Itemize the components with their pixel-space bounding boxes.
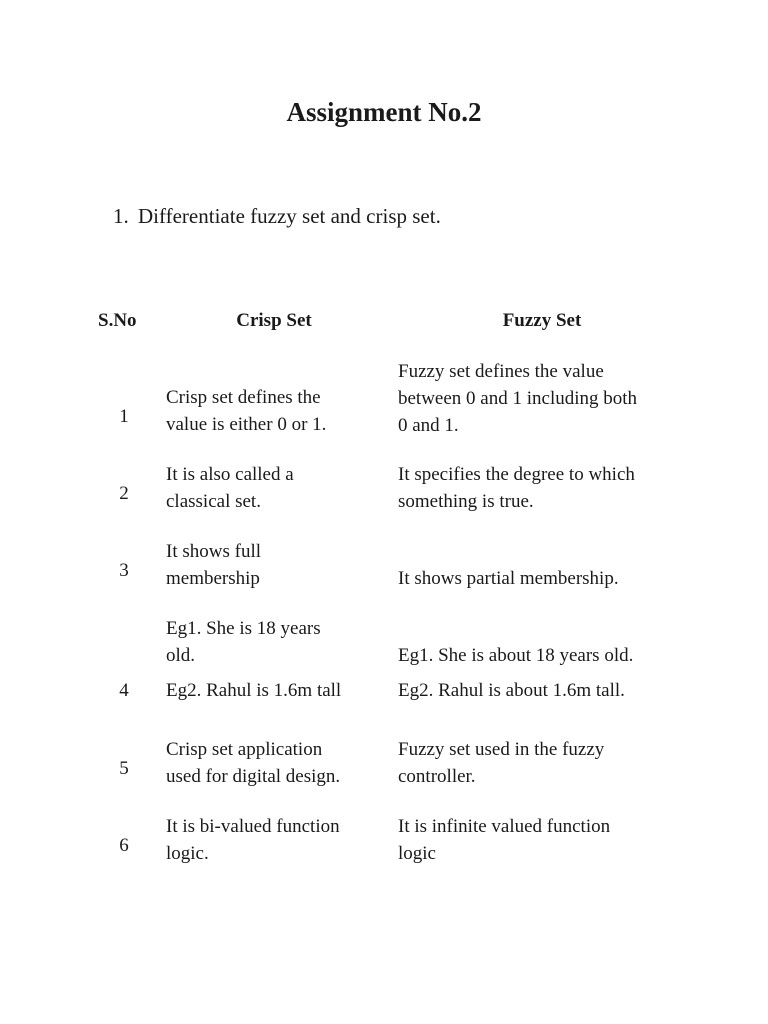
row-4-fuzzy: [398, 642, 698, 704]
row-4-sno: 4: [119, 680, 129, 701]
row-6-crisp-line: logic.: [166, 843, 209, 864]
row-6-fuzzy: [398, 813, 698, 867]
row-2-crisp: [166, 461, 386, 515]
row-3-fuzzy-line: It shows partial membership.: [398, 568, 619, 589]
row-6-fuzzy-line: logic: [398, 843, 436, 864]
row-1-fuzzy: [398, 358, 698, 439]
row-2-crisp-line: classical set.: [166, 491, 261, 512]
row-5-sno: 5: [119, 758, 129, 779]
row-2-fuzzy: [398, 461, 698, 515]
row-4-fuzzy-line: Eg2. Rahul is about 1.6m tall.: [398, 680, 625, 701]
row-3-crisp-line: It shows full: [166, 541, 261, 562]
header-fuzzy-set: Fuzzy Set: [502, 310, 582, 331]
row-1-crisp-line: Crisp set defines the: [166, 387, 321, 408]
row-1-crisp: [166, 384, 386, 438]
row-2-fuzzy-line: It specifies the degree to which: [398, 464, 635, 485]
row-3-fuzzy: [398, 565, 698, 592]
row-3-crisp: [166, 538, 386, 592]
header-crisp-set: Crisp Set: [236, 310, 312, 331]
row-4-crisp-line: Eg1. She is 18 years: [166, 618, 321, 639]
row-5-crisp: [166, 736, 386, 790]
row-4-fuzzy-line: Eg1. She is about 18 years old.: [398, 645, 634, 666]
row-1-sno: 1: [119, 406, 129, 427]
row-1-fuzzy-line: 0 and 1.: [398, 415, 459, 436]
row-2-fuzzy-line: something is true.: [398, 491, 534, 512]
row-6-crisp: [166, 813, 386, 867]
row-2-sno: 2: [119, 483, 129, 504]
row-6-fuzzy-line: It is infinite valued function: [398, 816, 611, 837]
row-1-crisp-line: value is either 0 or 1.: [166, 414, 327, 435]
row-6-crisp-line: It is bi-valued function: [166, 816, 340, 837]
row-6-sno: 6: [119, 835, 129, 856]
row-5-crisp-line: used for digital design.: [166, 766, 341, 787]
row-5-fuzzy: [398, 736, 698, 790]
row-5-crisp-line: Crisp set application: [166, 739, 323, 760]
row-4-crisp-line: old.: [166, 645, 196, 666]
row-1-fuzzy-line: between 0 and 1 including both: [398, 388, 638, 409]
question: [113, 201, 441, 231]
row-3-sno: 3: [119, 560, 129, 581]
row-2-crisp-line: It is also called a: [166, 464, 294, 485]
page-title: Assignment No.2: [286, 97, 482, 127]
header-sno: S.No: [98, 310, 137, 331]
question-number: 1.: [113, 204, 129, 228]
row-1-fuzzy-line: Fuzzy set defines the value: [398, 361, 604, 382]
row-5-fuzzy-line: Fuzzy set used in the fuzzy: [398, 739, 605, 760]
row-3-crisp-line: membership: [166, 568, 260, 589]
row-5-fuzzy-line: controller.: [398, 766, 476, 787]
row-4-crisp-line: Eg2. Rahul is 1.6m tall: [166, 680, 342, 701]
row-4-crisp: [166, 615, 386, 704]
question-text: Differentiate fuzzy set and crisp set.: [138, 204, 441, 228]
